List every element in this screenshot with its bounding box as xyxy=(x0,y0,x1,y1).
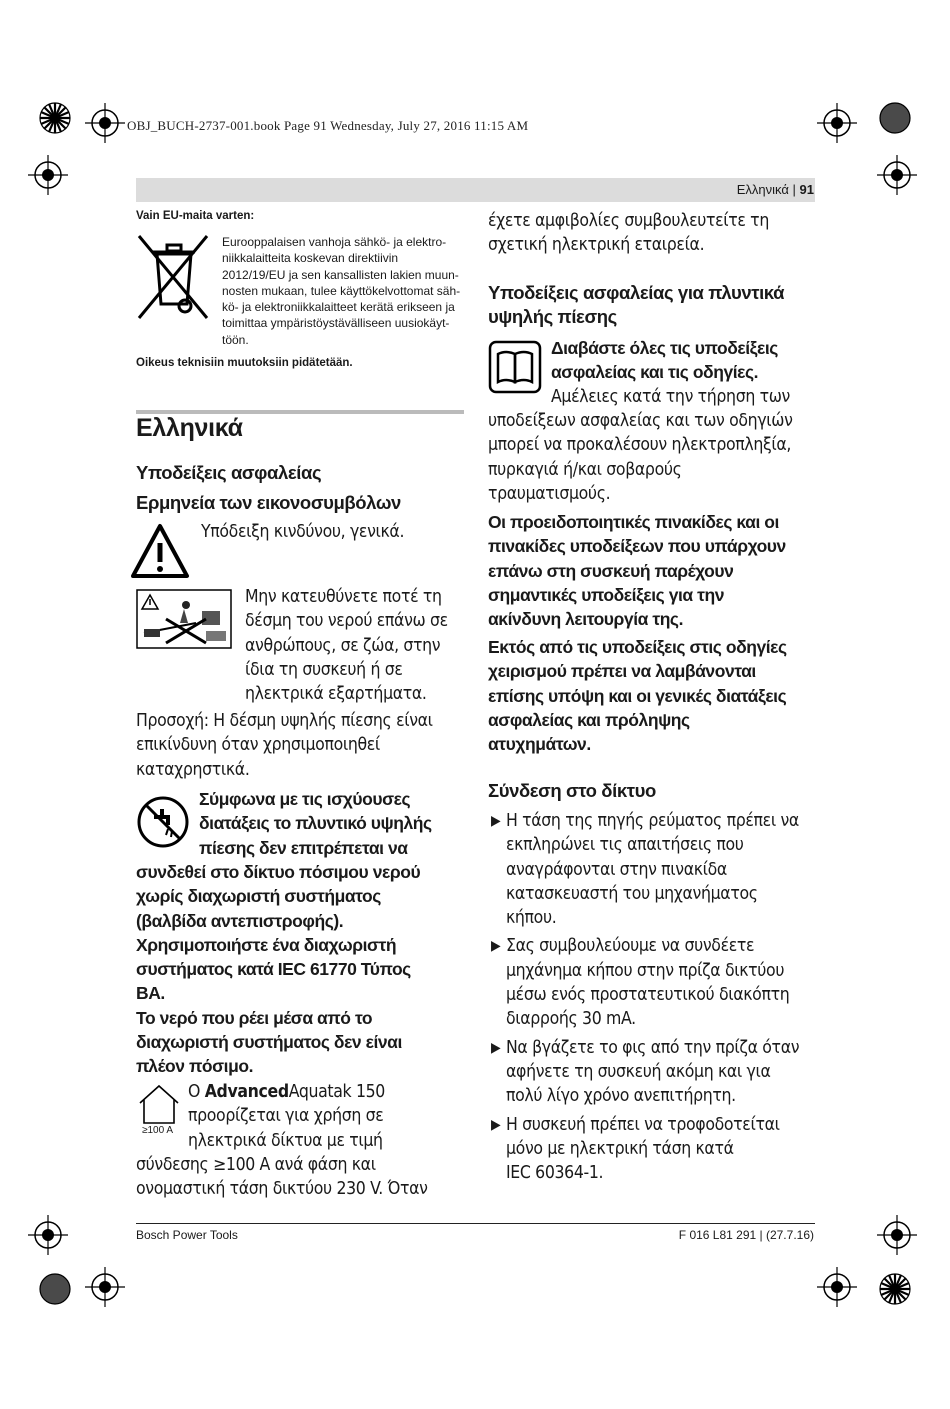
eu-heading: Vain EU-maita varten: xyxy=(136,210,255,222)
rights-notice: Oikeus teknisiin muutoksiin pidätetään. xyxy=(136,357,353,369)
text-line: Η συσκευή πρέπει να τροφοδοτείται xyxy=(506,1114,780,1135)
eu-line: 2012/19/EU ja sen kansallisten lakien muun- xyxy=(222,267,459,282)
water-jet-text xyxy=(245,585,467,706)
print-slug: OBJ_BUCH-2737-001.book Page 91 Wednesday, July 27, 2016 11:15 AM xyxy=(127,118,529,133)
header-bar xyxy=(136,178,815,202)
text-line: πυρκαγιά ή/και σοβαρούς xyxy=(488,459,682,480)
text-line: συστήματος κατά IEC 61770 Τύπος xyxy=(136,959,411,980)
footer-doc-number: F 016 L81 291 | (27.7.16) xyxy=(678,1228,814,1242)
grid-text xyxy=(136,1153,464,1202)
text-line: Διαβάστε όλες τις υποδείξεις xyxy=(551,338,778,358)
text-line: ΒΑ. xyxy=(136,983,165,1004)
text-line: συνδεθεί στο δίκτυο πόσιμου νερού xyxy=(136,862,421,882)
text-line: διατάξεις το πλυντικό υψηλής xyxy=(199,813,432,834)
text-line: προορίζεται για χρήση σε xyxy=(188,1106,384,1127)
symbols-heading: Ερμηνεία των εικονοσυμβόλων xyxy=(136,492,401,513)
eu-line: Eurooppalaisen vanhoja sähkö- ja elektro- xyxy=(222,235,447,249)
mains-bullet-list xyxy=(488,809,814,1185)
registration-mark-icon xyxy=(817,103,857,143)
text-line: μόνο με ηλεκτρική τάση κατά xyxy=(506,1138,734,1159)
header-separator: | xyxy=(792,182,796,197)
text-line: ακίνδυνη λειτουργία της. xyxy=(488,609,683,630)
text-line: Εκτός από τις υποδείξεις στις οδηγίες xyxy=(488,637,787,657)
brand-bold: Advanced xyxy=(204,1082,289,1102)
text-line: Χρησιμοποιήστε ένα διαχωριστή xyxy=(136,934,397,955)
text-line: ηλεκτρικά εξαρτήματα. xyxy=(245,684,427,705)
text-line: υποδείξεων ασφαλείας και των οδηγιών xyxy=(488,411,793,431)
house-icon xyxy=(136,1083,182,1127)
running-header xyxy=(737,182,814,197)
heading-line: υψηλής πίεσης xyxy=(488,306,617,327)
mains-heading: Σύνδεση στο δίκτυο xyxy=(488,780,656,801)
crossed-bin-icon xyxy=(137,234,209,320)
text-line: δέσμη του νερού επάνω σε xyxy=(245,611,448,632)
bullet-arrow-icon: ▶ xyxy=(491,1039,501,1056)
text-line: Μην κατευθύνετε ποτέ τη xyxy=(245,587,442,607)
water-jet-warning-icon xyxy=(136,589,232,649)
registration-mark-icon xyxy=(877,155,917,195)
danger-general-text: Υπόδειξη κινδύνου, γενικά. xyxy=(201,522,405,542)
read-instructions-text xyxy=(488,409,814,506)
gray-circle-mark-icon xyxy=(38,1272,72,1306)
heading-line: Υποδείξεις ασφαλείας για πλυντικά xyxy=(488,282,785,303)
brand-rest: Aquatak 150 xyxy=(288,1082,385,1102)
text-line: Να βγάζετε το φις από την πρίζα όταν xyxy=(506,1037,800,1058)
text-line: σημαντικές υποδείξεις για την xyxy=(488,584,725,605)
text-line: σύνδεσης ≥100 A ανά φάση και xyxy=(136,1155,376,1175)
eu-text xyxy=(222,234,467,348)
eu-line: nosten mukaan, tulee käyttökelvottomat säh- xyxy=(222,283,461,298)
eu-line: töön. xyxy=(222,332,249,347)
eu-line: toimittaa ympäristöystävälliseen uusiokäyt- xyxy=(222,316,450,331)
registration-mark-icon xyxy=(85,1267,125,1307)
text-line: Το νερό που ρέει μέσα από το xyxy=(136,1007,373,1028)
header-language: Ελληνικά xyxy=(736,182,789,197)
read-manual-icon xyxy=(488,340,542,394)
text-line: Προσοχή: Η δέσμη υψηλής πίεσης είναι xyxy=(136,711,433,731)
text-line: καταχρηστικά. xyxy=(136,759,250,780)
text-line: κατασκευαστή του μηχανήματος xyxy=(506,883,758,904)
text-line: Σας συμβουλεύουμε να συνδέετε xyxy=(506,936,755,957)
drinking-water-notice-indented xyxy=(199,787,469,860)
read-instructions-bold xyxy=(551,336,817,385)
text-fragment: Ο xyxy=(188,1082,205,1102)
eu-line: kö- ja elektroniikkalaitteet kerätä erikseen ja xyxy=(222,300,455,315)
bullet-arrow-icon: ▶ xyxy=(491,1116,501,1133)
list-item xyxy=(488,934,814,1031)
read-instructions-first-line: Αμέλειες κατά την τήρηση των xyxy=(551,387,791,407)
text-line: IEC 60364-1. xyxy=(506,1163,604,1184)
text-line xyxy=(188,1080,468,1104)
text-line: πολύ λίγο χρόνο ανεπιτήρητη. xyxy=(506,1086,736,1107)
house-rating-label: ≥100 A xyxy=(142,1125,174,1136)
caution-text xyxy=(136,709,464,782)
bullet-arrow-icon: ▶ xyxy=(491,938,501,955)
text-line: διαχωριστή συστήματος δεν είναι xyxy=(136,1032,402,1053)
list-item xyxy=(488,809,814,930)
continued-text xyxy=(488,209,814,258)
eu-line: niikkalaitteita koskevan direktiivin xyxy=(222,251,399,266)
drinking-water-notice xyxy=(136,860,464,1079)
text-line: ασφαλείας και πρόληψης xyxy=(488,709,690,730)
text-line: πλέον πόσιμο. xyxy=(136,1056,253,1077)
color-wheel-mark-icon xyxy=(38,101,72,135)
text-line: επίσης υπόψη και οι γενικές διατάξεις xyxy=(488,685,787,706)
registration-mark-icon xyxy=(817,1267,857,1307)
text-line: αναγράφονται στην πινακίδα xyxy=(506,859,727,880)
text-line: ανθρώπους, σε ζώα, στην xyxy=(245,635,441,656)
text-line: ασφαλείας και τις οδηγίες. xyxy=(551,362,759,383)
text-line: Σύμφωνα με τις ισχύουσες xyxy=(199,789,411,809)
text-line: (βαλβίδα αντεπιστροφής). xyxy=(136,910,344,931)
text-line: χειρισμού πρέπει να λαμβάνονται xyxy=(488,661,756,682)
text-line: πίεσης δεν επιτρέπεται να xyxy=(199,837,408,858)
bullet-arrow-icon: ▶ xyxy=(491,813,501,829)
list-item xyxy=(488,1036,814,1109)
text-line: Η τάση της πηγής ρεύματος πρέπει να xyxy=(506,811,799,831)
text-line: κήπου. xyxy=(506,908,557,929)
text-line: μέσω ενός προστατευτικού διακόπτη xyxy=(506,985,790,1006)
footer-publisher: Bosch Power Tools xyxy=(136,1228,238,1242)
general-regulations-notice xyxy=(488,635,814,756)
text-line: Οι προειδοποιητικές πινακίδες και οι xyxy=(488,512,779,532)
text-line: επάνω στη συσκευή παρέχουν xyxy=(488,560,734,581)
language-title: Ελληνικά xyxy=(136,414,243,442)
text-line: πινακίδες υποδείξεων που υπάρχουν xyxy=(488,536,786,557)
text-line: ονομαστική τάση δικτύου 230 V. Όταν xyxy=(136,1179,428,1200)
gray-circle-mark-icon xyxy=(878,101,912,135)
text-line: έχετε αμφιβολίες συμβουλευτείτε τη xyxy=(488,211,769,231)
text-line: επικίνδυνη όταν χρησιμοποιηθεί xyxy=(136,735,380,756)
text-line: εκπληρώνει τις απαιτήσεις που xyxy=(506,835,744,856)
text-line: τραυματισμούς. xyxy=(488,483,611,504)
text-line: χωρίς διαχωριστή συστήματος xyxy=(136,886,381,907)
hp-safety-heading xyxy=(488,282,814,328)
text-line: ίδια τη συσκευή ή σε xyxy=(245,659,403,680)
list-item xyxy=(488,1113,814,1186)
registration-mark-icon xyxy=(877,1215,917,1255)
registration-mark-icon xyxy=(85,103,125,143)
text-line: διαρροής 30 mA. xyxy=(506,1009,636,1030)
registration-mark-icon xyxy=(28,1215,68,1255)
color-wheel-mark-icon xyxy=(878,1272,912,1306)
plates-notice xyxy=(488,510,814,631)
footer-rule xyxy=(136,1223,815,1224)
text-line: μπορεί να προκαλέσουν ηλεκτροπληξία, xyxy=(488,435,792,456)
no-drinking-water-icon xyxy=(136,795,192,851)
text-line: μηχάνημα κήπου στην πρίζα δικτύου xyxy=(506,960,785,981)
registration-mark-icon xyxy=(28,155,68,195)
text-line: ηλεκτρικά δίκτυα με τιμή xyxy=(188,1130,383,1151)
warning-triangle-icon xyxy=(129,522,191,580)
safety-heading: Υποδείξεις ασφαλείας xyxy=(136,462,322,483)
grid-text-indented xyxy=(188,1080,468,1153)
text-line: αφήνετε τη συσκευή ακόμη και για xyxy=(506,1061,771,1082)
text-line: ατυχημάτων. xyxy=(488,734,591,755)
page-number: 91 xyxy=(799,182,814,197)
text-line: σχετική ηλεκτρική εταιρεία. xyxy=(488,235,705,256)
